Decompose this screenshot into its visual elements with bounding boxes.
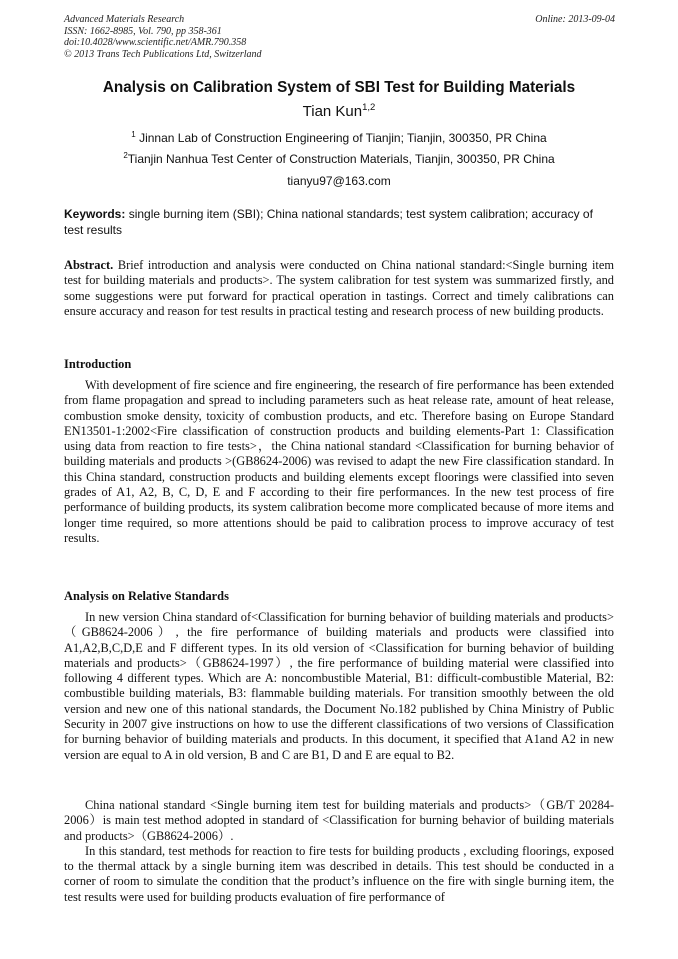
introduction-body (64, 378, 614, 546)
author-line (0, 103, 678, 120)
abstract-block (64, 258, 614, 319)
journal-issn: ISSN: 1662-8985, Vol. 790, pp 358-361 (64, 25, 222, 37)
paper-title: Analysis on Calibration System of SBI Test for Building Materials (102, 79, 576, 96)
abstract-paragraph (64, 258, 614, 319)
affiliation-1-text: Jinnan Lab of Construction Engineering of Tianjin; Tianjin, 300350, PR China (135, 131, 547, 145)
journal-copyright: © 2013 Trans Tech Publications Ltd, Switzerland (64, 48, 262, 60)
affiliation-2-mark: 2 (123, 151, 128, 160)
relative-standards-paragraph-1: In new version China standard of<Classification for burning behavior of building materials and products>（GB8624-2006）, the fire performance of building materials and products were classified into A1,A2,B,C,D,E and F different types. In its old version of <Classification for burning behavior of building materials and products>（GB8624-1997）, the fire performance of building material were classified into following 4 different types. Which are A: noncombustible Material, B1: difficult-combustible Material, B2: combustible building materials, B3: flammable building materials. For transition smoothly between the old version and new one of this national standards, the Document No.182 published by China Ministry of Public Security in 2007 give instructions on how to use the different classifications of two versions of Classification for burning behavior of building materials and products. In this document, it specified that A1and A2 in new version are equal to A in old version, B and C are B1, D and E are equal to B2. (64, 610, 614, 762)
author-email: tianyu97@163.com (287, 174, 391, 188)
journal-doi: doi:10.4028/www.scientific.net/AMR.790.358 (64, 37, 247, 48)
author-affiliation-marks: 1,2 (362, 102, 376, 113)
keywords-label: Keywords: (64, 207, 126, 221)
keywords-block (64, 207, 614, 238)
keywords-text: single burning item (SBI); China national standards; test system calibration; accuracy of test results (64, 207, 593, 237)
relative-standards-body-2 (64, 798, 614, 905)
relative-standards-body (64, 610, 614, 763)
abstract-label: Abstract. (64, 258, 114, 272)
affiliation-2 (0, 152, 678, 166)
relative-standards-paragraph-3: In this standard, test methods for reaction to fire tests for building products , excluding floorings, exposed to the thermal attack by a single burning item was described in details. This test should be conducted in a corner of room to simulate the condition that the product’s influence on the fire with single burning item, the test results were used for building products evaluation of fire performance of (64, 843, 614, 904)
introduction-paragraph: With development of fire science and fire engineering, the research of fire performance has been extended from flame propagation and spread to including parameters such as heat release rate, amount of heat release, combustion smoke density, toxicity of combustion products, and etc. Therefore basing on Europe Standard EN13501-1:2002<Fire classification of construction products and building elements-Part 1: Classification using data from reaction to fire tests>，the China national standard <Classification for burning behavior of building materials and products >(GB8624-2006) was revised to adapt the new Fire classification standard. In this China standard, construction products and building elements except floorings were classified into seven grades of A1, A2, B, C, D, E and F according to their fire performances. In the new test process of fire performance of building products, its system calibration become more complicated because of more items and longer time required, so more attentions should be paid to calibration process to improve accuracy of test results. (64, 378, 614, 545)
affiliation-1-mark: 1 (131, 130, 136, 139)
author-name: Tian Kun (302, 103, 363, 120)
online-date: Online: 2013-09-04 (535, 14, 615, 25)
abstract-text: Brief introduction and analysis were conducted on China national standard:<Single burning item test for building materials and products>. The system calibration for test system was summarized firstly, and some suggestions were put forward for practical operation in tastings. Correct and timely calibrations can ensure accuracy and reason for test results in practical testing and research process of new building products. (64, 258, 614, 318)
introduction-heading: Introduction (64, 357, 132, 371)
journal-header (64, 14, 262, 60)
journal-name: Advanced Materials Research (64, 14, 185, 25)
affiliation-1 (0, 131, 678, 145)
relative-standards-heading: Analysis on Relative Standards (64, 589, 229, 603)
relative-standards-paragraph-2: China national standard <Single burning item test for building materials and products>（GB/T 20284-2006）is main test method adopted in standard of <Classification for burning behavior of building materials and products>（GB8624-2006）. (64, 798, 614, 843)
affiliation-2-text: Tianjin Nanhua Test Center of Construction Materials, Tianjin, 300350, PR China (127, 152, 555, 166)
